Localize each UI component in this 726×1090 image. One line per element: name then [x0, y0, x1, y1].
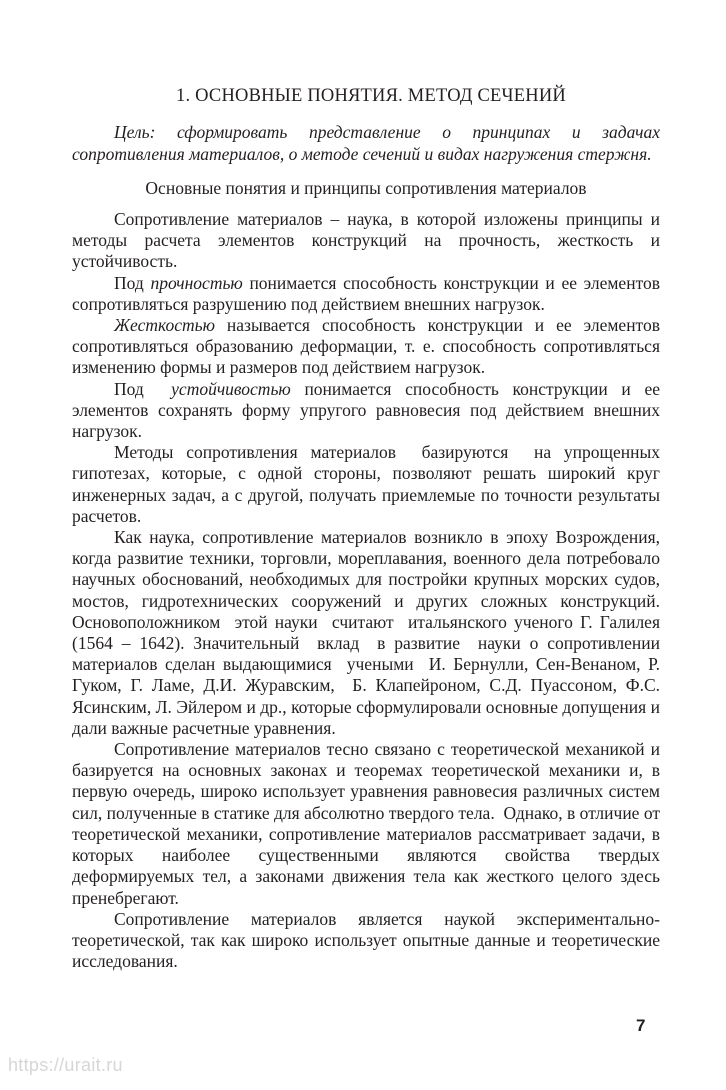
section-title: Основные понятия и принципы сопротивления материалов	[145, 178, 587, 198]
paragraph-definition: Сопротивление материалов – наука, в которой изложены принципы и методы расчета элементов конструкций на прочность, жесткость и устойчивость.	[72, 209, 660, 272]
paragraph-strength-text: понимается способность конструкции и ее элементов сопротивляться разрушению под действием внешних нагрузок.	[72, 272, 660, 314]
paragraph-strength-lead: Под	[114, 272, 151, 293]
goal-statement: Цель: сформировать представление о принципах и задачах сопротивления материалов, о методе сечений и видах нагружения стержня.	[72, 122, 660, 164]
paragraph-stiffness-text: называется способность конструкции и ее элементов сопротивляться образованию деформации, т. е. способность сопротивляться изменению формы и размеров под действием нагрузок.	[72, 315, 660, 378]
page-number: 7	[636, 1016, 646, 1035]
paragraph-stiffness	[72, 315, 660, 379]
paragraph-methods: Методы сопротивления материалов базируются на упрощенных гипотезах, которые, с одной стороны, позволяют решать широкий круг инженерных задач, а с другой, получать приемлемые по точности результаты расчетов.	[72, 442, 665, 526]
term-stability: устойчивостью	[171, 378, 291, 399]
term-strength: прочностью	[150, 272, 243, 293]
paragraph-experimental: Сопротивление материалов является наукой экспериментально-теоретической, так как широко использует опытные данные и теоретические исследования.	[72, 908, 665, 972]
paragraph-stability-text: понимается способность конструкции и ее элементов сохранять форму упругого равновесия под действием внешних нагрузок.	[72, 378, 665, 442]
paragraph-stability	[72, 378, 665, 443]
paragraph-mechanics: Сопротивление материалов тесно связано с теоретической механикой и базируется на основных законах и теоремах теоретической механики и, в первую очередь, широко использует уравнения равновесия различных систем сил, полученные в статике для абсолютно твердого тела. Однако, в отличие от теоретической механики, сопротивление материалов рассматривает задачи, в которых наиболее существенными являются свойства твердых деформируемых тел, а законами движения тела как жесткого целого здесь пренебрегают.	[72, 739, 665, 908]
term-stiffness: Жесткостью	[114, 315, 215, 336]
paragraph-strength	[72, 273, 660, 315]
page-content	[72, 84, 665, 972]
watermark-url: https://urait.ru	[8, 1055, 123, 1075]
paragraph-stability-lead: Под	[114, 378, 172, 399]
paragraph-history: Как наука, сопротивление материалов возникло в эпоху Возрождения, когда развитие техники, торговли, мореплавания, военного дела потребовало научных обоснований, необходимых для постройки крупных морских судов, мостов, гидротехнических сооружений и других сложных конструкций. Основоположником этой науки считают итальянского ученого Г. Галилея (1564 – 1642). Значительный вклад в развитие науки о сопротивлении материалов сделан выдающимися учеными И. Бернулли, Сен-Венаном, Р. Гуком, Г. Ламе, Д.И. Журавским, Б. Клапейроном, С.Д. Пуассоном, Ф.С. Ясинским, Л. Эйлером и др., которые сформулировали основные допущения и дали важные расчетные уравнения.	[72, 527, 665, 738]
chapter-title: 1. ОСНОВНЫЕ ПОНЯТИЯ. МЕТОД СЕЧЕНИЙ	[176, 86, 566, 106]
